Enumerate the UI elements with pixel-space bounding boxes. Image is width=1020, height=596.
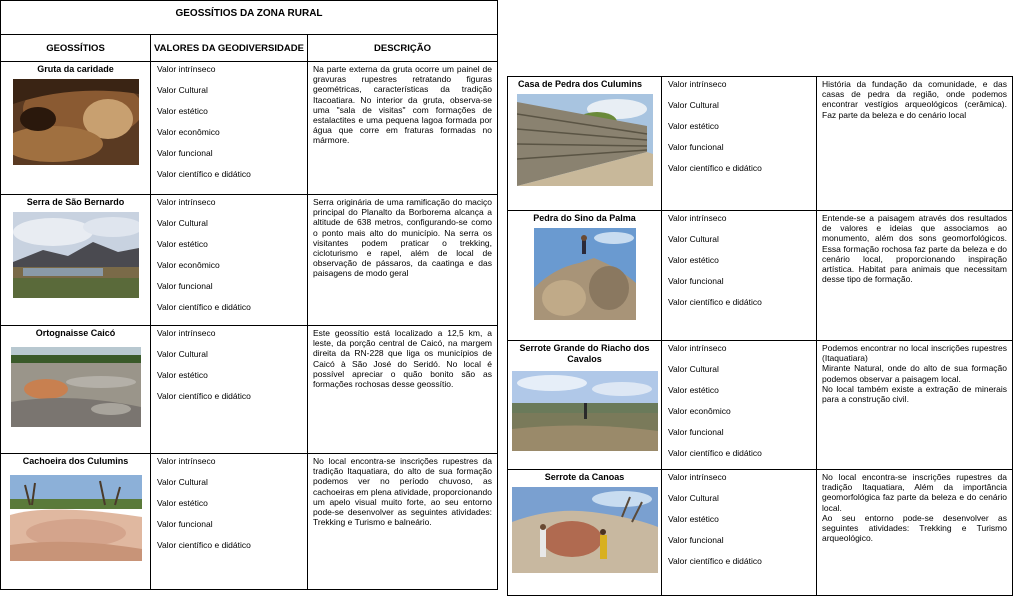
value-item: Valor funcional <box>157 148 213 158</box>
value-item: Valor científico e didático <box>668 448 762 458</box>
description-text: No local encontra-se inscrições rupestres da tradição Itaquatiara, Além da importância geomorfológica faz parte da beleza e do cenário local. <box>822 472 1007 513</box>
header-row <box>1 35 498 62</box>
values-cell <box>151 195 308 326</box>
description-text: Entende-se a paisagem através dos resultados de valores e ideias que associamos ao monumento, além dos sons geomorfológicos. Essa formação rochosa faz parte da beleza e do cenário local, proporcionando inspiração artística. Habitat para animais que necessitam desse tipo de formação. <box>822 213 1007 285</box>
value-item: Valor científico e didático <box>157 302 251 312</box>
table-row <box>1 454 498 590</box>
geosite-cell <box>1 195 151 326</box>
value-item: Valor Cultural <box>157 477 208 487</box>
geosite-name: Serrote da Canoas <box>544 472 625 482</box>
value-item: Valor Cultural <box>668 100 719 110</box>
value-item: Valor científico e didático <box>668 297 762 307</box>
table-title-row <box>1 1 498 35</box>
geosite-photo <box>512 487 658 573</box>
value-item: Valor científico e didático <box>157 169 251 179</box>
values-cell <box>662 470 817 596</box>
value-item: Valor funcional <box>668 276 724 286</box>
values-cell <box>662 77 817 211</box>
geosite-photo <box>534 228 636 320</box>
description-text: Este geossítio está localizado a 12,5 km, a leste, da porção central de Caicó, na margem direita da RN-228 que liga os municípios de Caicó à São José do Seridó. No local é possível apreciar o quão bonito são as formações rochosas desse geossítio. <box>313 328 493 390</box>
geosite-cell <box>508 470 662 596</box>
value-item: Valor estético <box>668 385 719 395</box>
value-item: Valor Cultural <box>668 234 719 244</box>
description-text: No local também existe a extração de minerais para a construção civil. <box>822 383 1007 405</box>
value-item: Valor intrínseco <box>668 472 727 482</box>
value-item: Valor intrínseco <box>157 64 216 74</box>
value-item: Valor estético <box>668 255 719 265</box>
value-item: Valor Cultural <box>157 218 208 228</box>
value-item: Valor estético <box>668 514 719 524</box>
geosite-cell <box>1 62 151 195</box>
table-row <box>508 470 1013 596</box>
geosite-name: Casa de Pedra dos Culumins <box>518 79 643 89</box>
geosite-name: Pedra do Sino da Palma <box>533 213 636 223</box>
table-row <box>508 211 1013 341</box>
value-item: Valor funcional <box>668 535 724 545</box>
geosite-cell <box>508 211 662 341</box>
description-text: Na parte externa da gruta ocorre um painel de gravuras rupestres retratando figuras geométricas, características da tradição Itacoatiara. No interior da gruta, observa-se uma "sala de visitas" com formações de estalactites e uma pequena lagoa formada por água que corre em fraturas formadas no mármore. <box>313 64 493 146</box>
description-cell <box>308 326 498 454</box>
value-item: Valor intrínseco <box>668 213 727 223</box>
table-title: GEOSSÍTIOS DA ZONA RURAL <box>1 1 498 35</box>
value-item: Valor econômico <box>668 406 731 416</box>
table-row <box>1 326 498 454</box>
value-item: Valor estético <box>157 370 208 380</box>
geosite-photo <box>10 475 142 561</box>
value-item: Valor científico e didático <box>668 163 762 173</box>
value-item: Valor econômico <box>157 127 220 137</box>
geosite-cell <box>508 341 662 470</box>
description-cell <box>817 211 1013 341</box>
value-item: Valor intrínseco <box>157 456 216 466</box>
table-row <box>1 62 498 195</box>
table-row <box>1 195 498 326</box>
geosite-name: Cachoeira dos Culumins <box>22 456 129 466</box>
value-item: Valor científico e didático <box>668 556 762 566</box>
geosite-photo <box>11 347 141 427</box>
value-item: Valor intrínseco <box>668 343 727 353</box>
header-geossitios: GEOSSÍTIOS <box>1 35 151 62</box>
value-item: Valor estético <box>157 239 208 249</box>
values-cell <box>151 326 308 454</box>
description-cell <box>308 62 498 195</box>
value-item: Valor científico e didático <box>157 540 251 550</box>
left-geosites-table <box>0 0 498 590</box>
geosite-photo <box>512 371 658 451</box>
description-text: Podemos encontrar no local inscrições rupestres (Itaquatiara) <box>822 343 1007 364</box>
table-row <box>508 77 1013 211</box>
geosite-name: Ortognaisse Caicó <box>35 328 116 338</box>
description-cell <box>817 77 1013 211</box>
table-row <box>508 341 1013 470</box>
values-cell <box>662 341 817 470</box>
geosite-photo <box>13 79 139 165</box>
value-item: Valor Cultural <box>157 349 208 359</box>
geosite-cell <box>508 77 662 211</box>
geosite-name: Gruta da caridade <box>37 64 114 74</box>
description-cell <box>308 454 498 590</box>
value-item: Valor científico e didático <box>157 391 251 401</box>
values-cell <box>662 211 817 341</box>
value-item: Valor econômico <box>157 260 220 270</box>
geosite-cell <box>1 326 151 454</box>
description-text: Ao seu entorno pode-se desenvolver as seguintes atividades: Trekking e Turismo arqueológico. <box>822 512 1007 544</box>
value-item: Valor Cultural <box>668 493 719 503</box>
value-item: Valor estético <box>157 498 208 508</box>
description-text: No local encontra-se inscrições rupestres da tradição Itaquatiara, do alto de sua formação podemos ver no período chuvoso, as cachoeiras em plena atividade, proporcionando um apelo visual muito forte, ao seu entorno pode-se desenvolver as seguintes atividades: Trekking e Turismo e balneário. <box>313 456 493 528</box>
value-item: Valor funcional <box>668 142 724 152</box>
geosite-name: Serra de São Bernardo <box>26 197 125 207</box>
value-item: Valor funcional <box>668 427 724 437</box>
value-item: Valor funcional <box>157 281 213 291</box>
values-cell <box>151 62 308 195</box>
description-text: História da fundação da comunidade, e das casas de pedra da região, onde podemos encontrar vestígios arqueológicos (cerâmica). Faz parte da beleza e do cenário local <box>822 79 1007 120</box>
header-valores: VALORES DA GEODIVERSIDADE <box>151 35 308 62</box>
value-item: Valor intrínseco <box>157 328 216 338</box>
value-item: Valor intrínseco <box>668 79 727 89</box>
geosite-photo <box>517 94 653 186</box>
geosite-name: Serrote Grande do Riacho dos Cavalos <box>519 343 650 364</box>
value-item: Valor Cultural <box>668 364 719 374</box>
value-item: Valor Cultural <box>157 85 208 95</box>
description-cell <box>817 470 1013 596</box>
description-text: Serra originária de uma ramificação do maciço principal do Planalto da Borborema alcança a altitude de 638 metros, configurando-se como o ponto mais alto do município. Na serra os visitantes podem praticar o trekking, cicloturismo e rapel, além de local de observação de pássaros, da caatinga e das paisagens de modo geral <box>313 197 493 279</box>
description-text: Mirante Natural, onde do alto de sua formação podemos observar a paisagem local. <box>822 363 1007 384</box>
geosite-cell <box>1 454 151 590</box>
value-item: Valor estético <box>668 121 719 131</box>
description-cell <box>817 341 1013 470</box>
value-item: Valor estético <box>157 106 208 116</box>
description-cell <box>308 195 498 326</box>
values-cell <box>151 454 308 590</box>
value-item: Valor intrínseco <box>157 197 216 207</box>
header-descricao: DESCRIÇÃO <box>308 35 498 62</box>
value-item: Valor funcional <box>157 519 213 529</box>
right-geosites-table <box>507 76 1013 596</box>
geosite-photo <box>13 212 139 298</box>
